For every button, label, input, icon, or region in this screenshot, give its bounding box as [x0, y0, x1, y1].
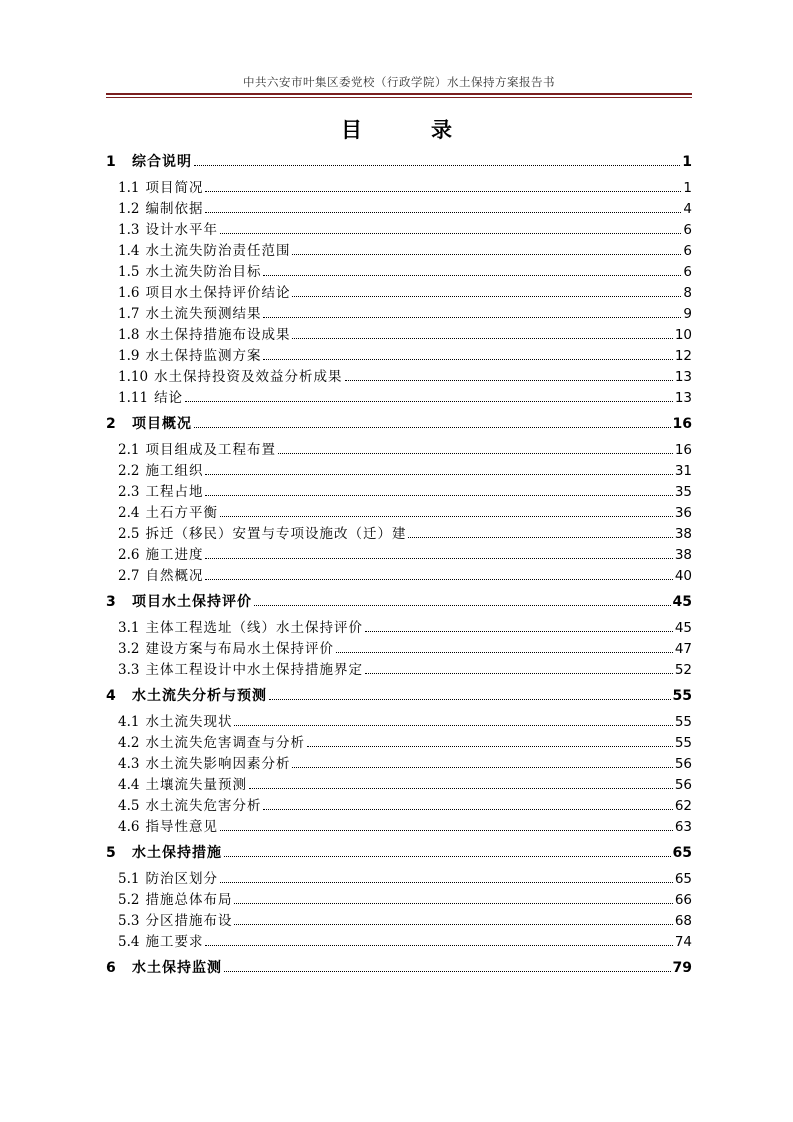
toc-entry-number: 1.10: [118, 368, 149, 385]
toc-page-number: 10: [674, 326, 692, 343]
dot-leader: [292, 767, 672, 768]
toc-entry-number: 4.6: [118, 818, 140, 835]
toc-page-number: 4: [683, 200, 692, 217]
toc-entry-number: 4.3: [118, 755, 140, 772]
toc-section-entry[interactable]: [106, 792, 692, 813]
toc-page-number: 65: [674, 870, 692, 887]
toc-section-entry[interactable]: [106, 635, 692, 656]
dot-leader: [220, 882, 673, 883]
toc-section-entry[interactable]: [106, 520, 692, 541]
toc-section-entry[interactable]: [106, 771, 692, 792]
toc-page-number: 47: [674, 640, 692, 657]
toc-chapter-entry[interactable]: [106, 839, 692, 860]
toc-section-entry[interactable]: [106, 656, 692, 677]
toc-page-number: 65: [672, 845, 692, 861]
toc-entry-label: 水土流失防治责任范围: [145, 242, 291, 259]
dot-leader: [205, 945, 672, 946]
toc-entry-number: 2.2: [118, 462, 140, 479]
toc-entry-label: 水土流失现状: [145, 713, 233, 730]
toc-page-number: 35: [674, 483, 692, 500]
toc-entry-number: 2.1: [118, 441, 140, 458]
toc-entry-number: 5.2: [118, 891, 140, 908]
dot-leader: [292, 254, 681, 255]
toc-section-entry[interactable]: [106, 614, 692, 635]
toc-section-entry[interactable]: [106, 237, 692, 258]
toc-section-entry[interactable]: [106, 258, 692, 279]
dot-leader: [269, 699, 671, 700]
toc-entry-number: 2: [106, 416, 116, 432]
toc-entry-number: 2.4: [118, 504, 140, 521]
toc-entry-label: 项目水土保持评价结论: [145, 284, 291, 301]
dot-leader: [185, 401, 673, 402]
dot-leader: [307, 746, 673, 747]
toc-entry-number: 1.3: [118, 221, 140, 238]
toc-page-number: 6: [683, 242, 692, 259]
toc-entry-number: 3.2: [118, 640, 140, 657]
dot-leader: [292, 296, 681, 297]
dot-leader: [263, 809, 672, 810]
dot-leader: [365, 631, 673, 632]
toc-page-number: 1: [683, 179, 692, 196]
toc-entry-label: 工程占地: [145, 483, 204, 500]
toc-page-number: 36: [674, 504, 692, 521]
toc-section-entry[interactable]: [106, 342, 692, 363]
toc-entry-label: 项目概况: [132, 416, 192, 432]
toc-page-number: 13: [674, 389, 692, 406]
toc-section-entry[interactable]: [106, 729, 692, 750]
toc-entry-label: 施工要求: [145, 933, 204, 950]
toc-page-number: 6: [683, 263, 692, 280]
toc-entry-number: 4.2: [118, 734, 140, 751]
toc-page-number: 1: [682, 154, 692, 170]
toc-page-number: 79: [672, 960, 692, 976]
toc-entry-label: 项目简况: [145, 179, 204, 196]
dot-leader: [263, 317, 681, 318]
toc-section-entry[interactable]: [106, 886, 692, 907]
toc-entry-label: 水土流失分析与预测: [132, 688, 267, 704]
toc-section-entry[interactable]: [106, 708, 692, 729]
toc-page-number: 9: [683, 305, 692, 322]
dot-leader: [194, 427, 671, 428]
toc-entry-number: 1.7: [118, 305, 140, 322]
toc-entry-label: 自然概况: [145, 567, 204, 584]
dot-leader: [194, 165, 680, 166]
toc-page-number: 12: [674, 347, 692, 364]
toc-entry-label: 水土流失危害调查与分析: [145, 734, 305, 751]
toc-entry-label: 项目水土保持评价: [132, 594, 252, 610]
dot-leader: [278, 453, 673, 454]
toc-section-entry[interactable]: [106, 928, 692, 949]
toc-page-number: 62: [674, 797, 692, 814]
dot-leader: [234, 903, 672, 904]
toc-entry-number: 1.8: [118, 326, 140, 343]
toc-entry-label: 主体工程选址（线）水土保持评价: [145, 619, 363, 636]
toc-entry-number: 5.4: [118, 933, 140, 950]
dot-leader: [365, 673, 673, 674]
toc-entry-label: 水土流失危害分析: [145, 797, 262, 814]
dot-leader: [205, 474, 672, 475]
toc-entry-number: 2.7: [118, 567, 140, 584]
dot-leader: [220, 516, 673, 517]
toc-entry-number: 1: [106, 154, 116, 170]
toc-entry-number: 1.9: [118, 347, 140, 364]
toc-section-entry[interactable]: [106, 478, 692, 499]
dot-leader: [254, 605, 671, 606]
toc-section-entry[interactable]: [106, 562, 692, 583]
toc-chapter-entry[interactable]: [106, 588, 692, 609]
toc-entry-label: 指导性意见: [145, 818, 218, 835]
toc-entry-number: 5.1: [118, 870, 140, 887]
dot-leader: [220, 830, 673, 831]
toc-page-number: 45: [672, 594, 692, 610]
toc-section-entry[interactable]: [106, 216, 692, 237]
toc-page-number: 55: [674, 734, 692, 751]
toc-page-number: 13: [674, 368, 692, 385]
toc-page-number: 56: [674, 776, 692, 793]
header-rule-thin: [106, 97, 692, 98]
toc-chapter-entry[interactable]: [106, 682, 692, 703]
toc-entry-label: 设计水平年: [145, 221, 218, 238]
toc-chapter-entry[interactable]: [106, 410, 692, 431]
toc-entry-number: 2.5: [118, 525, 140, 542]
toc-entry-label: 水土保持监测方案: [145, 347, 262, 364]
dot-leader: [249, 788, 673, 789]
dot-leader: [224, 971, 671, 972]
toc-page-number: 38: [674, 525, 692, 542]
toc-page-number: 74: [674, 933, 692, 950]
toc-entry-number: 6: [106, 960, 116, 976]
toc-entry-label: 编制依据: [145, 200, 204, 217]
toc-entry-label: 拆迁（移民）安置与专项设施改（迁）建: [145, 525, 407, 542]
toc-entry-number: 1.6: [118, 284, 140, 301]
dot-leader: [224, 856, 671, 857]
toc-entry-number: 1.1: [118, 179, 140, 196]
dot-leader: [263, 275, 681, 276]
dot-leader: [205, 579, 672, 580]
toc-page-number: 40: [674, 567, 692, 584]
dot-leader: [336, 652, 673, 653]
toc-entry-label: 施工进度: [145, 546, 204, 563]
toc-section-entry[interactable]: [106, 457, 692, 478]
toc-entry-number: 2.6: [118, 546, 140, 563]
dot-leader: [220, 233, 681, 234]
toc-entry-label: 结论: [154, 389, 184, 406]
toc-section-entry[interactable]: [106, 363, 692, 384]
header-rule-thick: [106, 93, 692, 95]
toc-entry-label: 防治区划分: [145, 870, 218, 887]
toc-entry-number: 3.3: [118, 661, 140, 678]
toc-entry-label: 水土流失影响因素分析: [145, 755, 291, 772]
toc-section-entry[interactable]: [106, 541, 692, 562]
toc-entry-label: 土壤流失量预测: [145, 776, 247, 793]
toc-entry-label: 水土流失防治目标: [145, 263, 262, 280]
toc-page-number: 6: [683, 221, 692, 238]
toc-section-entry[interactable]: [106, 384, 692, 405]
toc-entry-number: 1.4: [118, 242, 140, 259]
dot-leader: [408, 537, 672, 538]
toc-entry-label: 项目组成及工程布置: [145, 441, 276, 458]
dot-leader: [205, 495, 672, 496]
toc-entry-number: 4.4: [118, 776, 140, 793]
toc-section-entry[interactable]: [106, 813, 692, 834]
dot-leader: [205, 558, 672, 559]
toc-entry-number: 1.2: [118, 200, 140, 217]
toc-page-number: 31: [674, 462, 692, 479]
toc-page-number: 55: [674, 713, 692, 730]
toc-section-entry[interactable]: [106, 499, 692, 520]
toc-section-entry[interactable]: [106, 195, 692, 216]
toc-section-entry[interactable]: [106, 907, 692, 928]
toc-page-number: 52: [674, 661, 692, 678]
toc-page-number: 66: [674, 891, 692, 908]
toc-entry-label: 水土保持措施布设成果: [145, 326, 291, 343]
toc-section-entry[interactable]: [106, 750, 692, 771]
toc-entry-number: 3.1: [118, 619, 140, 636]
toc-page-number: 68: [674, 912, 692, 929]
page-title: 目 录: [341, 118, 476, 142]
toc-entry-number: 2.3: [118, 483, 140, 500]
toc-page-number: 56: [674, 755, 692, 772]
toc-page-number: 38: [674, 546, 692, 563]
toc-entry-number: 5.3: [118, 912, 140, 929]
toc-page-number: 8: [683, 284, 692, 301]
toc-entry-label: 水土保持措施: [132, 845, 222, 861]
dot-leader: [205, 191, 681, 192]
toc-chapter-entry[interactable]: [106, 148, 692, 169]
toc-entry-label: 措施总体布局: [145, 891, 233, 908]
toc-entry-number: 3: [106, 594, 116, 610]
toc-section-entry[interactable]: [106, 865, 692, 886]
toc-entry-label: 建设方案与布局水土保持评价: [145, 640, 334, 657]
toc-entry-label: 水土保持投资及效益分析成果: [154, 368, 343, 385]
toc-page-number: 16: [674, 441, 692, 458]
toc-page-number: 55: [672, 688, 692, 704]
toc-entry-label: 施工组织: [145, 462, 204, 479]
toc-entry-label: 水土流失预测结果: [145, 305, 262, 322]
toc-section-entry[interactable]: [106, 174, 692, 195]
toc-chapter-entry[interactable]: [106, 954, 692, 975]
toc-entry-label: 分区措施布设: [145, 912, 233, 929]
toc-page-number: 63: [674, 818, 692, 835]
toc-entry-label: 土石方平衡: [145, 504, 218, 521]
toc-entry-label: 主体工程设计中水土保持措施界定: [145, 661, 363, 678]
dot-leader: [292, 338, 672, 339]
toc-entry-label: 综合说明: [132, 154, 192, 170]
dot-leader: [234, 725, 672, 726]
toc-entry-label: 水土保持监测: [132, 960, 222, 976]
toc-section-entry[interactable]: [106, 321, 692, 342]
toc-entry-number: 4.1: [118, 713, 140, 730]
toc-entry-number: 1.11: [118, 389, 149, 406]
dot-leader: [205, 212, 681, 213]
toc-page-number: 16: [672, 416, 692, 432]
running-header: 中共六安市叶集区委党校（行政学院）水土保持方案报告书: [243, 75, 555, 89]
toc-entry-number: 5: [106, 845, 116, 861]
toc-section-entry[interactable]: [106, 279, 692, 300]
toc-entry-number: 4: [106, 688, 116, 704]
toc-page-number: 45: [674, 619, 692, 636]
toc-section-entry[interactable]: [106, 436, 692, 457]
toc-entry-number: 4.5: [118, 797, 140, 814]
dot-leader: [234, 924, 672, 925]
toc-section-entry[interactable]: [106, 300, 692, 321]
dot-leader: [345, 380, 673, 381]
dot-leader: [263, 359, 672, 360]
toc-entry-number: 1.5: [118, 263, 140, 280]
